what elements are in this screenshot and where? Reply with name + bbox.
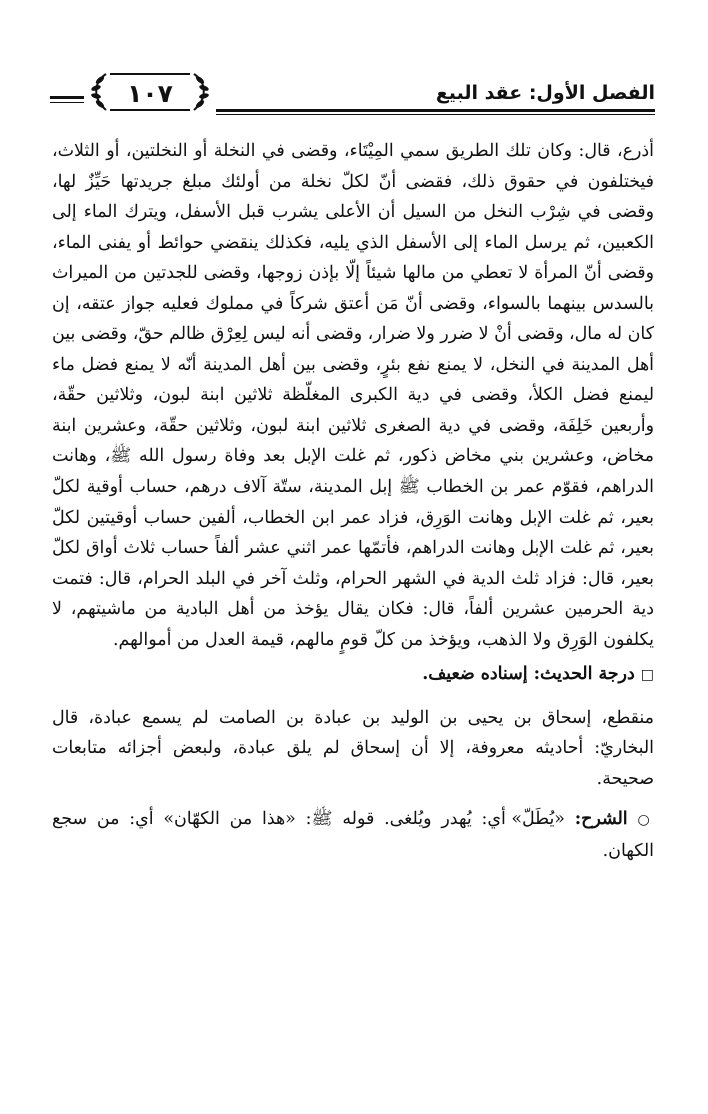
hadith-grade — [52, 659, 654, 691]
chapter-title: الفصل الأول: عقد البيع — [435, 82, 655, 104]
page-number-badge — [84, 68, 216, 116]
circle-bullet-icon: ○ — [637, 812, 654, 829]
sharh-paragraph — [52, 804, 654, 866]
header-rule-thin — [216, 114, 655, 115]
page-header — [50, 68, 655, 118]
page-body — [52, 136, 654, 867]
sharh-text: «يُطَلّ» أي: يُهدر ويُلغى. قوله ﷺ: «هذا من الكهّان» أي: من سجع الكهان. — [52, 809, 654, 862]
isnad-commentary: منقطع، إسحاق بن يحيى بن الوليد بن عبادة بن الصامت لم يسمع عبادة، قال البخاريّ: أحاديثه معروفة، إلا أن إسحاق لم يلق عبادة، ولبعض أجزائه متابعات صحيحة. — [52, 707, 654, 789]
header-rule — [216, 109, 655, 112]
sharh-label: الشرح: — [574, 809, 628, 830]
header-rule-left — [50, 96, 84, 99]
square-bullet-icon: □ — [640, 667, 654, 684]
header-rule-left-thin — [50, 102, 84, 103]
hadith-grade-text: درجة الحديث: إسناده ضعيف. — [422, 664, 635, 685]
hadith-text: أذرع، قال: وكان تلك الطريق سمي المِيْتَاء، وقضى في النخلة أو النخلتين، أو الثلاث، فيختلفون في حقوق ذلك، فقضى أنّ لكلّ نخلة من أولئك مبلغ جريدتها حَيِّزٌ لها، وقضى في شِرْب النخل من السيل أن الأعلى يشرب قبل الأسفل، ويترك الماء إلى الكعبين، ثم يرسل الماء إلى الأسفل الذي يليه، فكذلك ينقضي حوائط أو يفنى الماء، وقضى أنّ المرأة لا تعطي من مالها شيئاً إلّا بإذن زوجها، وقضى للجدتين من الميراث بالسدس بينهما بالسواء، وقضى أنّ مَن أعتق شركاً في مملوك فعليه جواز عتقه، إن كان له مال، وقضى أنْ لا ضرر ولا ضرار، وقضى أنه ليس لِعِرْق ظالم حقّ، وقضى بين أهل المدينة في النخل، لا يمنع نفع بئرٍ، وقضى بين أهل المدينة أنّه لا يمنع فضل ماء ليمنع فضل الكلأ، وقضى في دية الكبرى المغلّظة ثلاثين ابنة لبون، وثلاثين حقّة، وأربعين خَلِفَة، وقضى في دية الصغرى ثلاثين ابنة لبون، وثلاثين حقّة، وعشرين ابنة مخاض، وعشرين بني مخاض ذكور، ثم غلت الإبل بعد وفاة رسول الله ﷺ، وهانت الدراهم، فقوّم عمر بن الخطاب ﷺ إبل المدينة، ستّة آلاف درهم، حساب أوقية لكلّ بعير، ثم غلت الإبل وهانت الوَرِق، فزاد عمر ابن الخطاب، ألفين حساب أوقيتين لكلّ بعير، ثم غلت الإبل وهانت الدراهم، فأتمّها عمر اثني عشر ألفاً حساب ثلاث أواق لكلّ بعير، قال: فزاد ثلث الدية في الشهر الحرام، وثلث آخر في البلد الحرام، قال: فتمت دية الحرمين عشرين ألفاً، قال: فكان يقال يؤخذ من أهل البادية من ماشيتهم، لا يكلفون الوَرِق ولا الذهب، ويؤخذ من كلّ قومٍ مالهم، قيمة العدل من أموالهم. — [52, 141, 654, 650]
page-number: ١٠٧ — [127, 79, 173, 108]
